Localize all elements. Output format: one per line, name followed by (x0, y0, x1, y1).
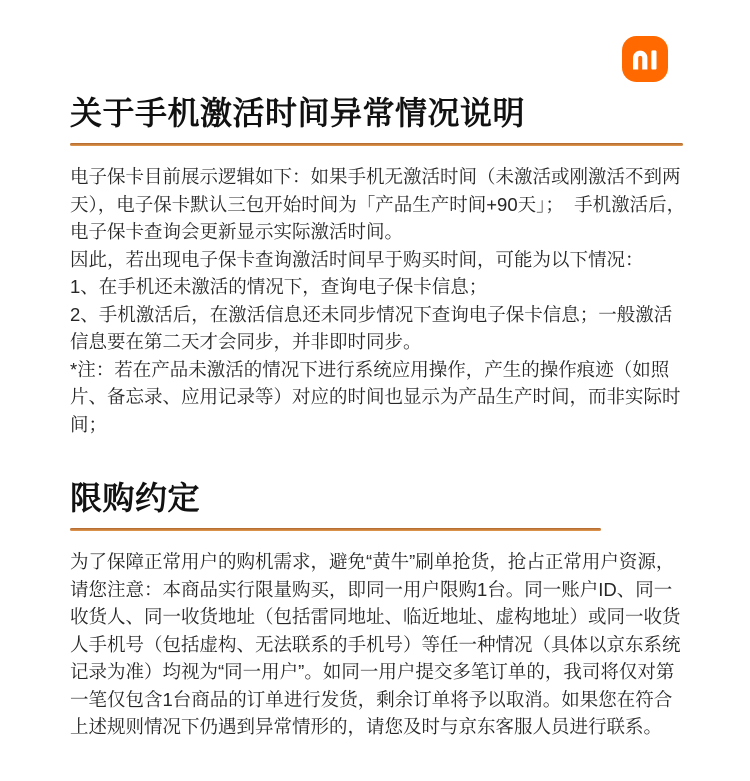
document-content (70, 93, 686, 741)
xiaomi-logo (622, 36, 668, 82)
section-body-purchase-limit (70, 548, 686, 741)
section-divider (70, 528, 601, 531)
section-purchase-limit (70, 478, 686, 741)
paragraph: 2、手机激活后，在激活信息还未同步情况下查询电子保卡信息；一般激活信息要在第二天才会同步，并非即时同步。 (70, 303, 673, 352)
mi-logo-icon (622, 36, 668, 82)
paragraph: *注：若在产品未激活的情况下进行系统应用操作，产生的操作痕迹（如照片、备忘录、应用记录等）对应的时间也显示为产品生产时间，而非实际时间； (70, 358, 681, 435)
section-body-activation (70, 163, 686, 438)
paragraph: 为了保障正常用户的购机需求，避免“黄牛”刷单抢货，抢占正常用户资源，请您注意：本商品实行限量购买，即同一用户限购1台。同一账户ID、同一收货人、同一收货地址（包括雷同地址、临近地址、虚构地址）或同一收货人手机号（包括虚构、无法联系的手机号）等任一种情况（具体以京东系统记录为准）均视为“同一用户”。如同一用户提交多笔订单的，我司将仅对第一笔仅包含1台商品的订单进行发货，剩余订单将予以取消。如果您在符合上述规则情况下仍遇到异常情形的，请您及时与京东客服人员进行联系。 (70, 551, 681, 737)
paragraph: 因此，若出现电子保卡查询激活时间早于购买时间，可能为以下情况： (70, 248, 644, 270)
section-title-activation: 关于手机激活时间异常情况说明 (70, 95, 526, 131)
section-title-purchase-limit: 限购约定 (70, 480, 201, 516)
section-activation-notice (70, 93, 686, 438)
section-divider (70, 143, 683, 146)
paragraph: 1、在手机还未激活的情况下，查询电子保卡信息； (70, 276, 488, 297)
paragraph: 电子保卡目前展示逻辑如下：如果手机无激活时间（未激活或刚激活不到两天），电子保卡默认三包开始时间为「产品生产时间+90天」； 手机激活后，电子保卡查询会更新显示实际激活时间。 (70, 166, 686, 242)
